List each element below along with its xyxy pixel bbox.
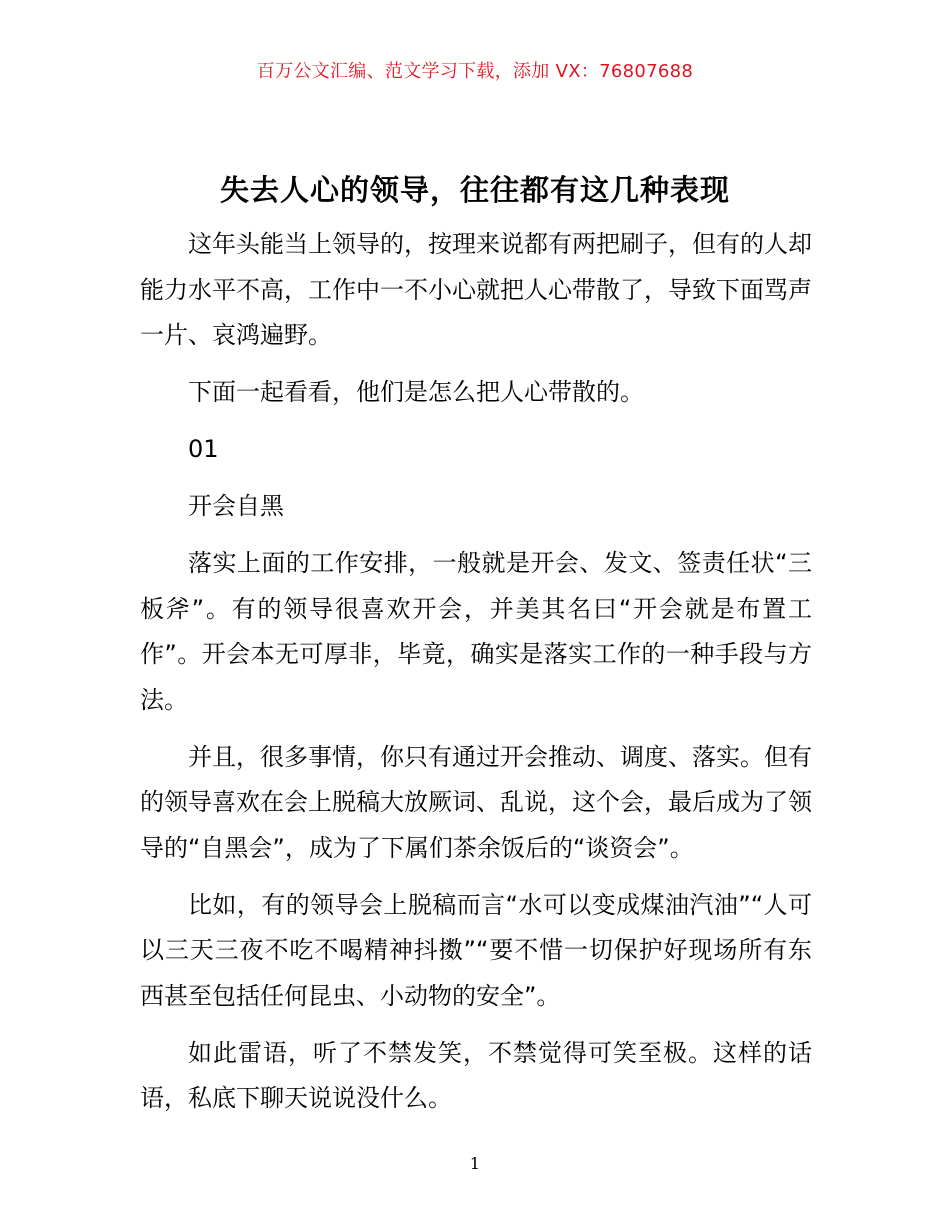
paragraph-self-mockery: 并且，很多事情，你只有通过开会推动、调度、落实。但有的领导喜欢在会上脱稿大放厥词、乱说，这个会，最后成为了领导的“自黑会”，成为了下属们茶余饭后的“谈资会”。 xyxy=(140,742,812,862)
document-title: 失去人心的领导，往往都有这几种表现 xyxy=(219,173,730,207)
page-number: 1 xyxy=(469,1154,481,1173)
paragraph-lead-in: 下面一起看看，他们是怎么把人心带散的。 xyxy=(188,378,644,406)
document-body xyxy=(140,222,812,1133)
header-banner: 百万公文汇编、范文学习下载，添加 VX：76807688 xyxy=(256,61,694,82)
section-heading: 开会自黑 xyxy=(188,492,284,520)
paragraph-meetings: 落实上面的工作安排，一般就是开会、发文、签责任状“三板斧”。有的领导很喜欢开会，并美其名曰“开会就是布置工作”。开会本无可厚非，毕竟，确实是落实工作的一种手段与方法。 xyxy=(140,549,812,714)
paragraph-examples: 比如，有的领导会上脱稿而言“水可以变成煤油汽油”“人可以三天三夜不吃不喝精神抖擞”“要不惜一切保护好现场所有东西甚至包括任何昆虫、小动物的安全”。 xyxy=(140,890,812,1010)
paragraph-intro: 这年头能当上领导的，按理来说都有两把刷子，但有的人却能力水平不高，工作中一不小心就把人心带散了，导致下面骂声一片、哀鸿遍野。 xyxy=(140,230,812,349)
paragraph-remarks: 如此雷语，听了不禁发笑，不禁觉得可笑至极。这样的话语，私底下聊天说说没什么。 xyxy=(140,1038,812,1112)
section-number: 01 xyxy=(188,435,219,463)
